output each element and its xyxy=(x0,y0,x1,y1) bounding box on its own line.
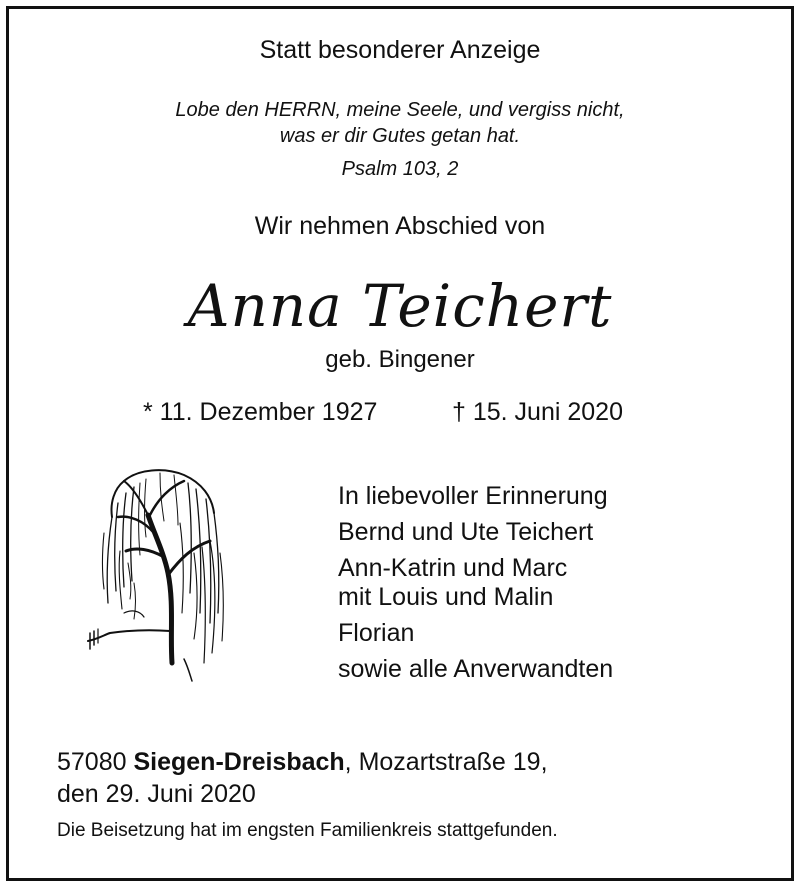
mourner-line: mit Louis und Malin xyxy=(338,583,554,611)
town: Siegen-Dreisbach xyxy=(133,748,345,776)
maiden-name: geb. Bingener xyxy=(325,346,475,373)
postcode: 57080 xyxy=(57,748,127,776)
death-date: † 15. Juni 2020 xyxy=(452,398,623,426)
mourner-line: Florian xyxy=(338,619,415,647)
mourner-line: sowie alle Anverwandten xyxy=(338,655,614,683)
address-block xyxy=(57,746,548,810)
address-line xyxy=(57,746,548,778)
bible-quote-line-1: Lobe den HERRN, meine Seele, und vergiss nicht, xyxy=(175,99,625,121)
mourners-list xyxy=(338,482,613,684)
birth-date: * 11. Dezember 1927 xyxy=(143,398,378,426)
notice-date: den 29. Juni 2020 xyxy=(57,780,256,808)
mourner-line: Ann-Katrin und Marc xyxy=(338,554,568,582)
bible-quote-line-2: was er dir Gutes getan hat. xyxy=(279,125,521,147)
weeping-willow-icon xyxy=(84,463,234,685)
farewell-text: Wir nehmen Abschied von xyxy=(254,212,546,240)
mourner-line: In liebevoller Erinnerung xyxy=(338,482,608,510)
deceased-name: Anna Teichert xyxy=(187,272,613,340)
mourner-line: Bernd und Ute Teichert xyxy=(338,518,594,546)
bible-quote-source: Psalm 103, 2 xyxy=(341,158,459,180)
notice-header: Statt besonderer Anzeige xyxy=(259,36,541,64)
street: , Mozartstraße 19, xyxy=(344,748,548,776)
burial-note: Die Beisetzung hat im engsten Familienkreis stattgefunden. xyxy=(57,820,558,841)
